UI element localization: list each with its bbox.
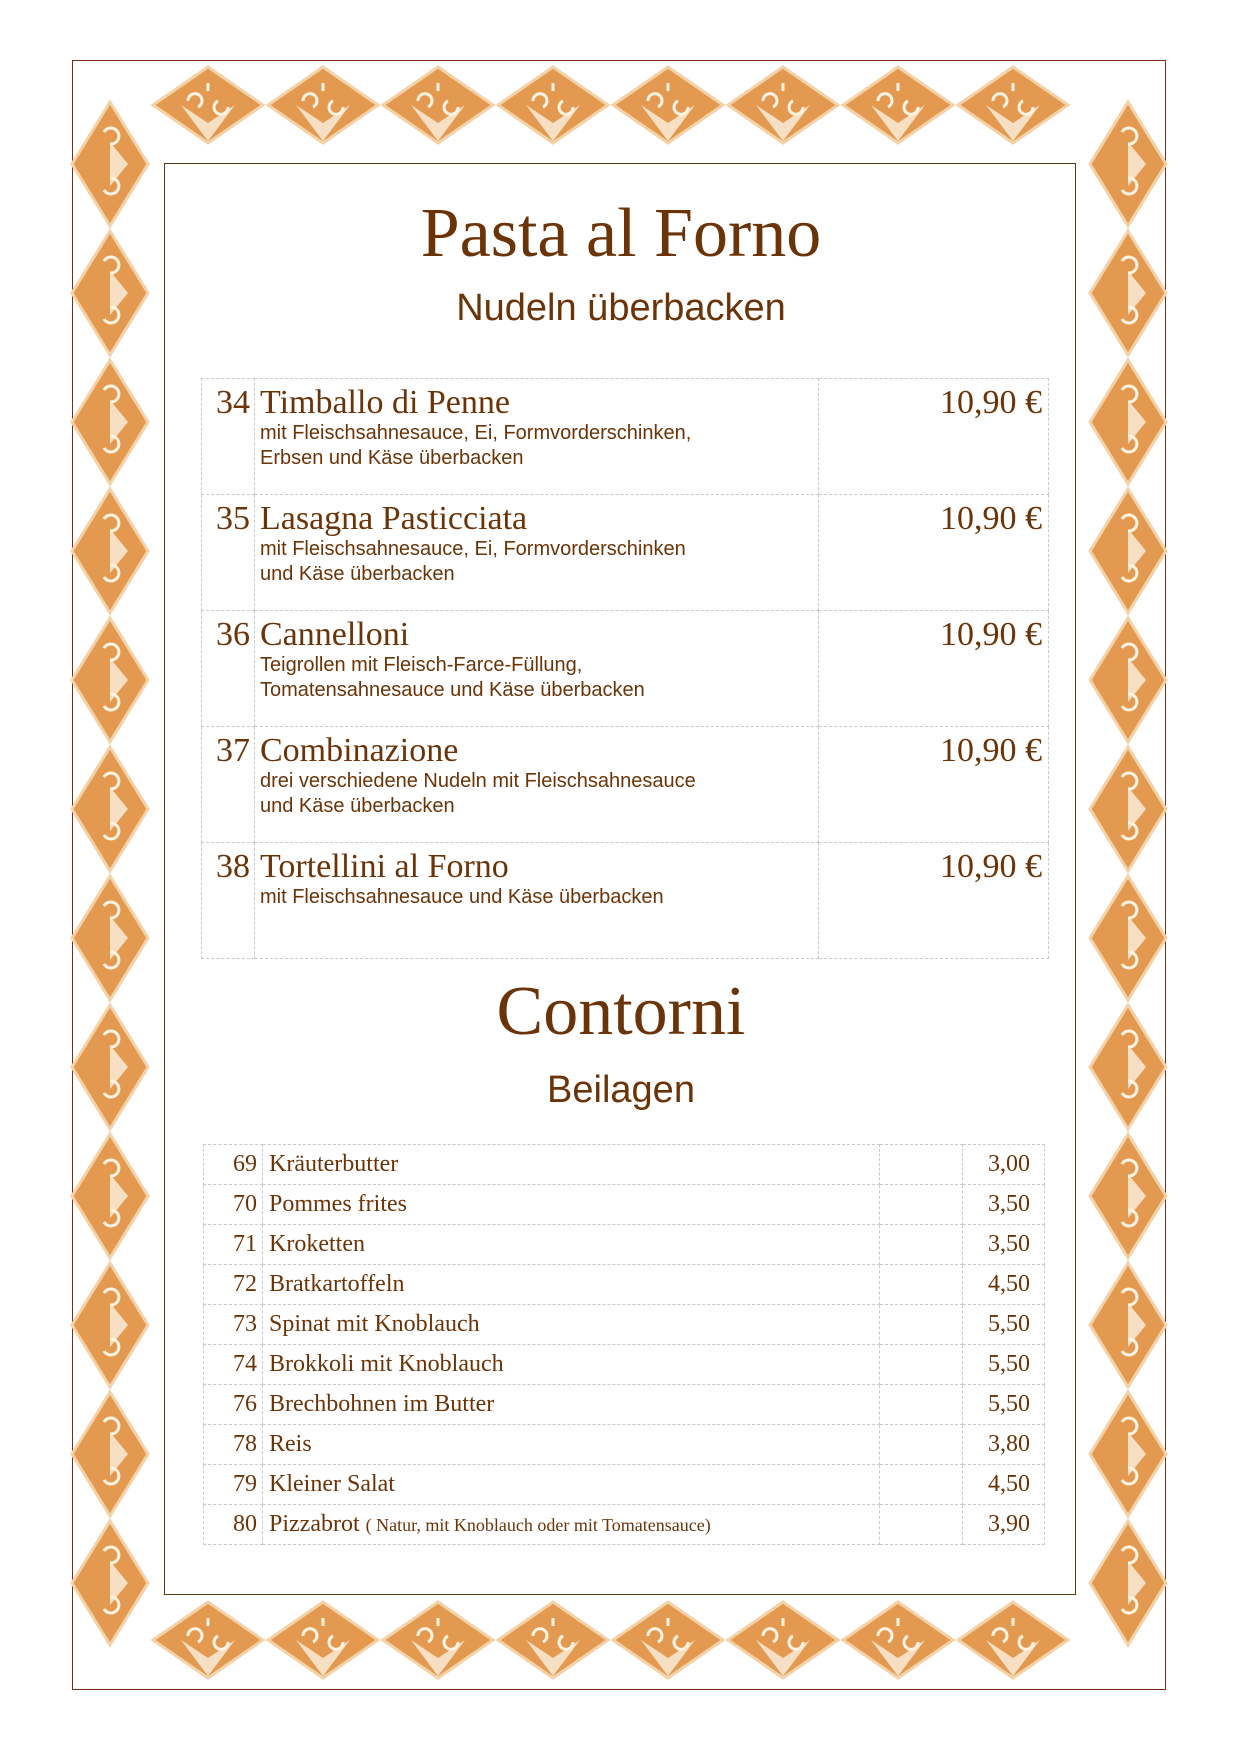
item-description: Tomatensahnesauce und Käse überbacken (260, 679, 645, 701)
ornament-diamond (72, 618, 148, 742)
ornament-diamond (268, 67, 378, 143)
item-cell (255, 727, 819, 843)
item-name: Lasagna Pasticciata (260, 500, 528, 537)
ornament-diamond (1090, 1005, 1166, 1129)
contorni-row (204, 1425, 1045, 1465)
ornament-diamond (843, 1602, 953, 1678)
item-number: 73 (204, 1305, 263, 1345)
empty-cell (880, 1505, 963, 1545)
item-price: 3,50 (963, 1185, 1045, 1225)
ornament-diamond (843, 67, 953, 143)
ornament-diamond (613, 1602, 723, 1678)
item-cell (263, 1265, 880, 1305)
empty-cell (880, 1345, 963, 1385)
ornament-diamond (153, 1602, 263, 1678)
ornament-diamond (1090, 102, 1166, 226)
item-cell (255, 843, 819, 959)
item-name: Kleiner Salat (269, 1471, 395, 1497)
item-name: Spinat mit Knoblauch (269, 1311, 480, 1337)
ornament-diamond (498, 67, 608, 143)
contorni-row (204, 1385, 1045, 1425)
item-number: 69 (204, 1145, 263, 1185)
item-number: 70 (204, 1185, 263, 1225)
item-name: Brechbohnen im Butter (269, 1391, 495, 1417)
pasta-row (202, 495, 1049, 611)
item-price: 5,50 (963, 1385, 1045, 1425)
ornament-diamond (72, 747, 148, 871)
item-name: Timballo di Penne (260, 384, 510, 421)
item-price: 5,50 (963, 1305, 1045, 1345)
item-cell (255, 495, 819, 611)
item-description: und Käse überbacken (260, 795, 455, 817)
contorni-subtitle: Beilagen (547, 1069, 695, 1111)
ornament-diamond (72, 231, 148, 355)
item-cell (255, 379, 819, 495)
item-price: 4,50 (963, 1265, 1045, 1305)
empty-cell (880, 1425, 963, 1465)
pasta-row (202, 611, 1049, 727)
item-name: Pizzabrot (269, 1511, 360, 1537)
item-name: Reis (269, 1431, 312, 1457)
contorni-row (204, 1305, 1045, 1345)
item-number: 34 (202, 379, 255, 495)
item-number: 79 (204, 1465, 263, 1505)
pasta-title: Pasta al Forno (420, 195, 822, 272)
item-price: 3,00 (963, 1145, 1045, 1185)
item-price: 10,90 € (819, 495, 1049, 611)
empty-cell (880, 1465, 963, 1505)
item-price: 10,90 € (819, 843, 1049, 959)
item-cell (263, 1345, 880, 1385)
ornament-diamond (72, 1392, 148, 1516)
item-number: 78 (204, 1425, 263, 1465)
ornament-diamond (72, 1134, 148, 1258)
ornament-diamond (1090, 1134, 1166, 1258)
item-cell (263, 1425, 880, 1465)
item-description: mit Fleischsahnesauce und Käse überbacken (260, 886, 664, 908)
contorni-row (204, 1265, 1045, 1305)
ornament-diamond (1090, 489, 1166, 613)
item-number: 80 (204, 1505, 263, 1545)
item-cell (263, 1465, 880, 1505)
ornament-diamond (72, 102, 148, 226)
item-number: 38 (202, 843, 255, 959)
ornament-diamond (1090, 747, 1166, 871)
ornament-diamond (1090, 360, 1166, 484)
item-cell (263, 1185, 880, 1225)
ornament-diamond (72, 1521, 148, 1645)
ornament-diamond (1090, 876, 1166, 1000)
menu-panel (164, 163, 1076, 1595)
pasta-table (201, 378, 1049, 959)
item-name: Combinazione (260, 732, 459, 769)
item-number: 71 (204, 1225, 263, 1265)
contorni-row (204, 1505, 1045, 1545)
contorni-row (204, 1145, 1045, 1185)
item-price: 3,50 (963, 1225, 1045, 1265)
pasta-row (202, 843, 1049, 959)
empty-cell (880, 1225, 963, 1265)
item-description: und Käse überbacken (260, 563, 455, 585)
pasta-subtitle: Nudeln überbacken (456, 287, 786, 329)
item-name: Kräuterbutter (269, 1151, 399, 1177)
ornament-diamond (728, 67, 838, 143)
item-price: 10,90 € (819, 379, 1049, 495)
pasta-row (202, 727, 1049, 843)
contorni-row (204, 1345, 1045, 1385)
empty-cell (880, 1185, 963, 1225)
item-cell (263, 1305, 880, 1345)
ornament-diamond (268, 1602, 378, 1678)
ornament-diamond (72, 1263, 148, 1387)
item-name: Brokkoli mit Knoblauch (269, 1351, 504, 1377)
ornament-diamond (72, 1005, 148, 1129)
empty-cell (880, 1385, 963, 1425)
contorni-row (204, 1465, 1045, 1505)
ornament-diamond (1090, 1521, 1166, 1645)
item-cell (263, 1385, 880, 1425)
item-price: 10,90 € (819, 727, 1049, 843)
item-price: 3,80 (963, 1425, 1045, 1465)
item-cell (255, 611, 819, 727)
ornament-diamond (72, 876, 148, 1000)
contorni-table (203, 1144, 1045, 1545)
item-name: Cannelloni (260, 616, 410, 653)
item-name: Bratkartoffeln (269, 1271, 405, 1297)
item-name: Kroketten (269, 1231, 365, 1257)
pasta-row (202, 379, 1049, 495)
item-description: Teigrollen mit Fleisch-Farce-Füllung, (260, 654, 583, 676)
item-description: Erbsen und Käse überbacken (260, 447, 524, 469)
ornament-diamond (1090, 1263, 1166, 1387)
item-name: Pommes frites (269, 1191, 407, 1217)
item-description: mit Fleischsahnesauce, Ei, Formvorderschinken, (260, 422, 692, 444)
item-price: 10,90 € (819, 611, 1049, 727)
item-number: 72 (204, 1265, 263, 1305)
contorni-row (204, 1225, 1045, 1265)
item-number: 37 (202, 727, 255, 843)
ornament-diamond (1090, 1392, 1166, 1516)
ornament-diamond (958, 1602, 1068, 1678)
item-number: 74 (204, 1345, 263, 1385)
ornament-diamond (153, 67, 263, 143)
ornament-diamond (72, 360, 148, 484)
item-cell (263, 1505, 880, 1545)
ornament-diamond (728, 1602, 838, 1678)
empty-cell (880, 1305, 963, 1345)
item-cell (263, 1145, 880, 1185)
ornament-diamond (1090, 231, 1166, 355)
item-description: mit Fleischsahnesauce, Ei, Formvorderschinken (260, 538, 686, 560)
item-note: ( Natur, mit Knoblauch oder mit Tomatensauce) (365, 1515, 711, 1535)
item-price: 3,90 (963, 1505, 1045, 1545)
contorni-row (204, 1185, 1045, 1225)
item-price: 4,50 (963, 1465, 1045, 1505)
item-description: drei verschiedene Nudeln mit Fleischsahnesauce (260, 770, 696, 792)
contorni-title: Contorni (496, 973, 746, 1050)
ornament-diamond (383, 1602, 493, 1678)
item-number: 35 (202, 495, 255, 611)
item-price: 5,50 (963, 1345, 1045, 1385)
empty-cell (880, 1145, 963, 1185)
ornament-diamond (72, 489, 148, 613)
item-number: 76 (204, 1385, 263, 1425)
ornament-diamond (958, 67, 1068, 143)
item-number: 36 (202, 611, 255, 727)
empty-cell (880, 1265, 963, 1305)
ornament-diamond (498, 1602, 608, 1678)
item-name: Tortellini al Forno (260, 848, 509, 885)
ornament-diamond (383, 67, 493, 143)
ornament-diamond (613, 67, 723, 143)
item-cell (263, 1225, 880, 1265)
ornament-diamond (1090, 618, 1166, 742)
